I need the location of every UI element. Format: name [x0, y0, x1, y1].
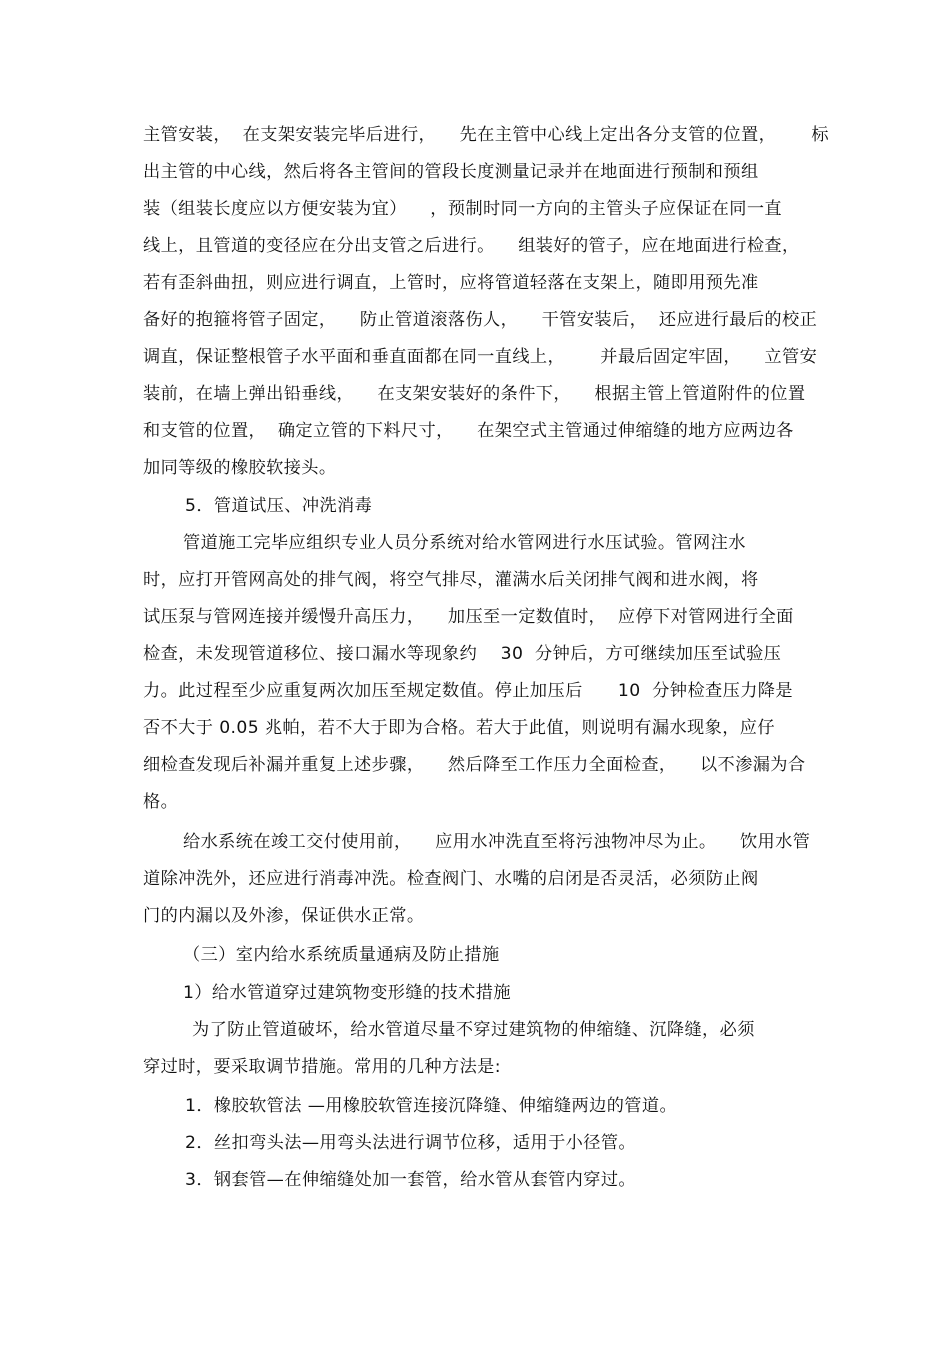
text-line: 和支管的位置， 确定立管的下料尺寸， 在架空式主管通过伸缩缝的地方应两边各: [143, 421, 794, 441]
text-line: 加同等级的橡胶软接头。: [143, 458, 337, 478]
text-line: 线上，且管道的变径应在分出支管之后进行。 组装好的管子，应在地面进行检查，: [143, 236, 800, 256]
text-line: 管道施工完毕应组织专业人员分系统对给水管网进行水压试验。管网注水: [183, 533, 746, 553]
text-line: 调直，保证整根管子水平面和垂直面都在同一直线上， 并最后固定牢固， 立管安: [143, 347, 818, 367]
text-line: 装前，在墙上弹出铅垂线， 在支架安装好的条件下， 根据主管上管道附件的位置: [143, 384, 806, 404]
section-heading: 5．管道试压、冲洗消毒: [185, 496, 373, 516]
text-line: 主管安装， 在支架安装完毕后进行， 先在主管中心线上定出各分支管的位置， 标: [143, 125, 829, 145]
text-line: 出主管的中心线，然后将各主管间的管段长度测量记录并在地面进行预制和预组: [143, 162, 759, 182]
subsection-heading: 1）给水管道穿过建筑物变形缝的技术措施: [183, 983, 511, 1003]
section-heading: （三）室内给水系统质量通病及防止措施: [183, 945, 500, 965]
text-line: 细检查发现后补漏并重复上述步骤， 然后降至工作压力全面检查， 以不渗漏为合: [143, 755, 806, 775]
text-line: 门的内漏以及外渗，保证供水正常。: [143, 906, 425, 926]
text-line: 给水系统在竣工交付使用前， 应用水冲洗直至将污浊物冲尽为止。 饮用水管: [183, 832, 811, 852]
text-line: 检查，未发现管道移位、接口漏水等现象约 30 分钟后，方可继续加压至试验压: [143, 644, 782, 664]
list-item: 1．橡胶软管法 —用橡胶软管连接沉降缝、伸缩缝两边的管道。: [185, 1096, 678, 1116]
text-line: 备好的抱箍将管子固定， 防止管道滚落伤人， 干管安装后， 还应进行最后的校正: [143, 310, 818, 330]
text-line: 格。: [143, 792, 179, 812]
text-line: 时，应打开管网高处的排气阀，将空气排尽，灌满水后关闭排气阀和进水阀，将: [143, 570, 759, 590]
text-line: 试压泵与管网连接并缓慢升高压力， 加压至一定数值时， 应停下对管网进行全面: [143, 607, 794, 627]
text-line: 穿过时，要采取调节措施。常用的几种方法是:: [143, 1057, 501, 1077]
text-line: 装（组装长度应以方便安装为宜） ，预制时同一方向的主管头子应保证在同一直: [143, 199, 783, 219]
text-line: 为了防止管道破坏，给水管道尽量不穿过建筑物的伸缩缝、沉降缝，必须: [192, 1020, 755, 1040]
text-line: 道除冲洗外，还应进行消毒冲洗。检查阀门、水嘴的启闭是否灵活，必须防止阀: [143, 869, 759, 889]
text-line: 力。此过程至少应重复两次加压至规定数值。停止加压后 10 分钟检查压力降是: [143, 681, 793, 701]
text-line: 否不大于 0.05 兆帕，若不大于即为合格。若大于此值，则说明有漏水现象，应仔: [143, 718, 775, 738]
text-line: 若有歪斜曲扭，则应进行调直，上管时，应将管道轻落在支架上，随即用预先准: [143, 273, 759, 293]
list-item: 2．丝扣弯头法—用弯头法进行调节位移，适用于小径管。: [185, 1133, 637, 1153]
list-item: 3．钢套管—在伸缩缝处加一套管，给水管从套管内穿过。: [185, 1170, 637, 1190]
